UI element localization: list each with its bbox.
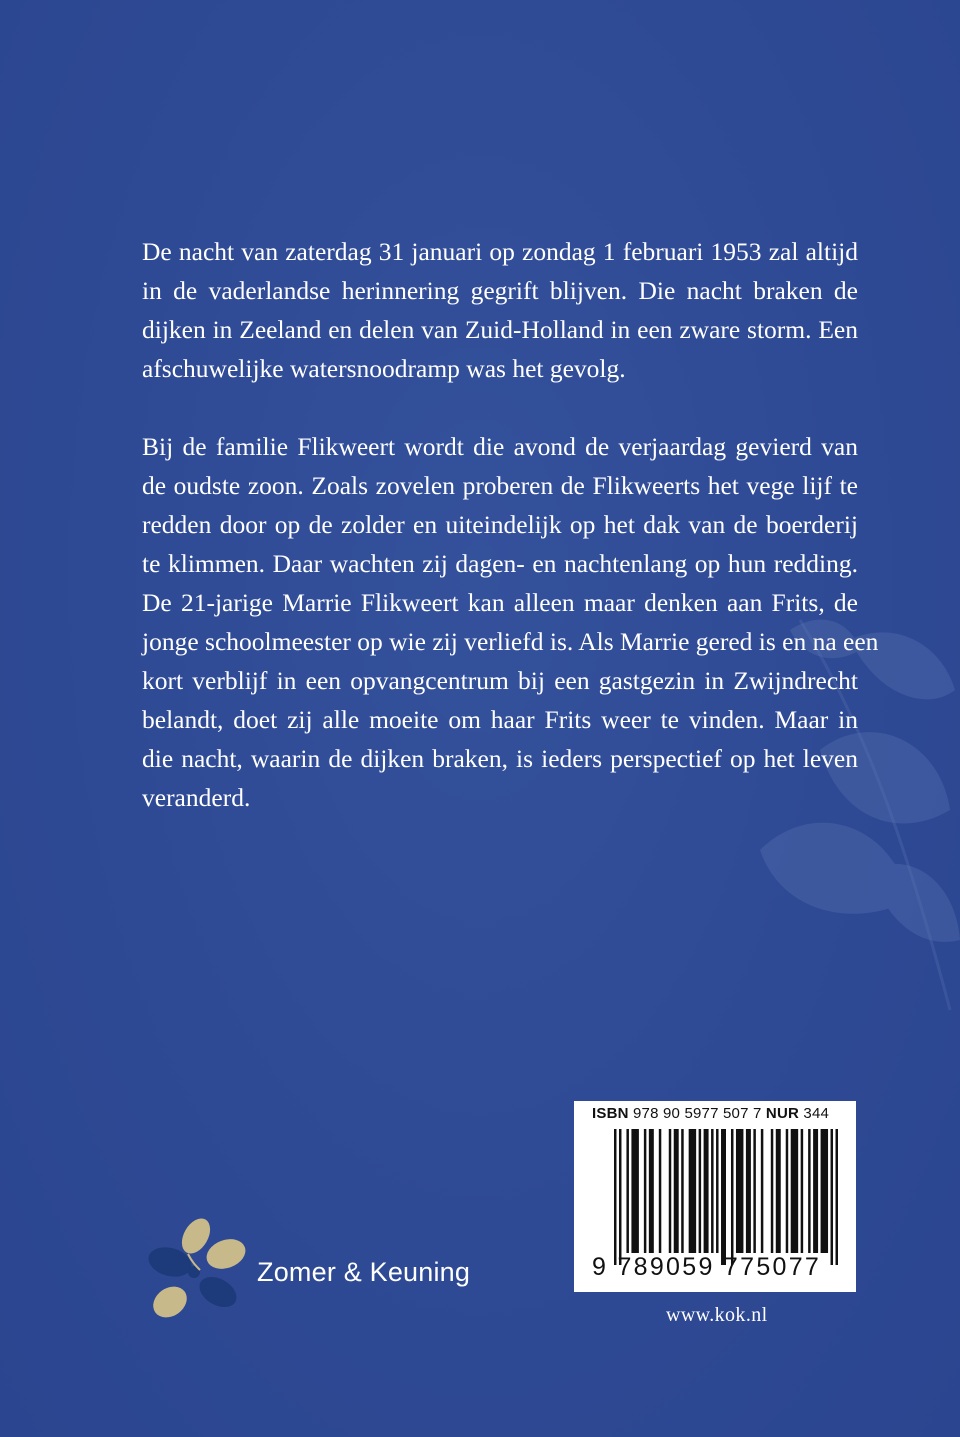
isbn-line [592,1105,829,1122]
barcode-bar [753,1129,755,1253]
barcode-bar [721,1129,726,1265]
text-line: De nacht van zaterdag 31 januari op zondag 1 februari 1953 zal altijd [142,237,858,266]
barcode-bar [681,1129,683,1253]
text-line: Bij de familie Flikweert wordt die avond de verjaardag gevierd van [142,432,858,461]
barcode-bar [813,1129,818,1253]
barcode-bar [631,1129,638,1253]
barcode-bar [689,1129,696,1253]
barcode-bar [808,1129,810,1253]
text-line: afschuwelijke watersnoodramp was het gevolg. [142,354,626,383]
website-url: www.kok.nl [666,1304,768,1326]
barcode-bar [699,1129,701,1253]
text-line: de oudste zoon. Zoals zovelen proberen de Flikweerts het vege lijf te [142,471,858,500]
blurb-paragraph-1 [142,232,858,388]
nur-label: NUR [765,1105,800,1122]
text-line: veranderd. [142,783,251,812]
barcode-bar [836,1129,838,1265]
text-line: die nacht, waarin de dijken braken, is ieders perspectief op het leven [142,744,858,773]
barcode-bar [614,1129,616,1265]
isbn-value: 978 90 5977 507 7 [633,1105,762,1122]
barcode-bar [746,1129,751,1253]
blurb-text [142,232,879,817]
barcode-digits: 9 789059 775077 [592,1253,822,1281]
text-line: kort verblijf in een opvangcentrum bij een gastgezin in Zwijndrecht [142,666,858,695]
text-line: jonge schoolmeester op wie zij verliefd is. Als Marrie gered is en na een [142,627,879,656]
barcode-bar [619,1129,621,1265]
barcode-box [574,1101,856,1292]
text-line: redden door op de zolder en uiteindelijk op het dak van de boerderij [142,510,858,539]
publisher-logo-icon [140,1214,260,1326]
nur-value: 344 [803,1105,830,1122]
barcode-bar [786,1129,788,1253]
barcode-bars [614,1129,838,1265]
barcode-bar [771,1129,773,1253]
barcode-bar [821,1129,828,1253]
text-line: De 21-jarige Marrie Flikweert kan alleen maar denken aan Frits, de [142,588,858,617]
barcode-bar [674,1129,679,1253]
barcode-bar [731,1129,733,1265]
barcode-bar [669,1129,671,1253]
barcode-bar [649,1129,654,1253]
text-line: in de vaderlandse herinnering gegrift blijven. Die nacht braken de [142,276,858,305]
barcode-bar [626,1129,628,1253]
barcode-bar [761,1129,763,1253]
barcode-bar [716,1129,718,1253]
barcode-bar [776,1129,781,1253]
text-line: te klimmen. Daar wachten zij dagen- en nachtenlang op hun redding. [142,549,858,578]
text-line: dijken in Zeeland en delen van Zuid-Holland in een zware storm. Een [142,315,858,344]
barcode-bar [644,1129,646,1253]
barcode-bar [801,1129,803,1253]
barcode-bar [711,1129,713,1253]
barcode-bar [736,1129,743,1253]
text-line: belandt, doet zij alle moeite om haar Frits weer te vinden. Maar in [142,705,858,734]
isbn-label: ISBN [592,1105,629,1122]
blurb-paragraph-2 [142,427,879,817]
barcode-bar [791,1129,798,1253]
barcode-bar [704,1129,709,1253]
barcode-bar [659,1129,661,1253]
barcode-bar [831,1129,833,1265]
publisher-name: Zomer & Keuning [257,1257,471,1287]
